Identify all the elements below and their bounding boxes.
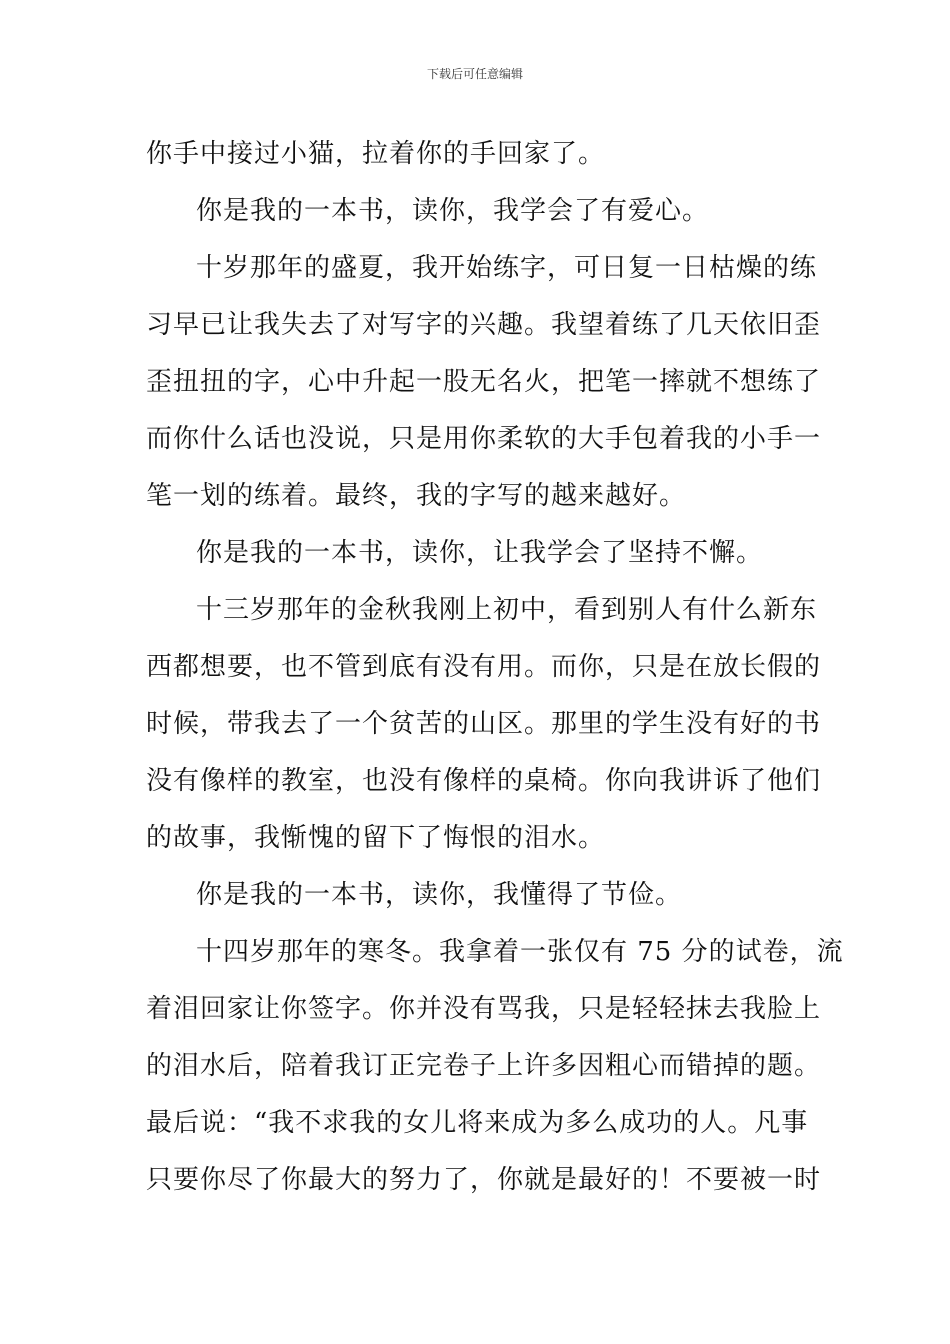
text-line: 时候，带我去了一个贫苦的山区。那里的学生没有好的书 <box>146 709 822 739</box>
text-line: 西都想要，也不管到底有没有用。而你，只是在放长假的 <box>146 652 822 682</box>
text-line: 而你什么话也没说，只是用你柔软的大手包着我的小手一 <box>146 424 822 454</box>
text-line: 十岁那年的盛夏，我开始练字，可日复一日枯燥的练 <box>196 253 818 283</box>
text-line: 你手中接过小猫，拉着你的手回家了。 <box>146 139 606 169</box>
document-body <box>146 126 844 1209</box>
text-line: 你是我的一本书，读你，让我学会了坚持不懈。 <box>196 538 764 568</box>
text-line: 只要你尽了你最大的努力了，你就是最好的！不要被一时 <box>146 1165 822 1195</box>
header-note: 下载后可任意编辑 <box>426 67 523 81</box>
text-line: 歪扭扭的字，心中升起一股无名火，把笔一摔就不想练了 <box>146 367 822 397</box>
text-line: 的故事，我惭愧的留下了悔恨的泪水。 <box>146 823 606 853</box>
text-line: 笔一划的练着。最终，我的字写的越来越好。 <box>146 481 687 511</box>
text-line: 十四岁那年的寒冬。我拿着一张仅有 75 分的试卷，流 <box>196 937 844 967</box>
text-line: 你是我的一本书，读你，我懂得了节俭。 <box>196 880 683 910</box>
text-line: 的泪水后，陪着我订正完卷子上许多因粗心而错掉的题。 <box>146 1051 822 1081</box>
text-line: 习早已让我失去了对写字的兴趣。我望着练了几天依旧歪 <box>146 310 822 340</box>
text-line: 最后说：“我不求我的女儿将来成为多么成功的人。凡事 <box>146 1108 809 1138</box>
text-line: 你是我的一本书，读你，我学会了有爱心。 <box>196 196 710 226</box>
text-line: 着泪回家让你签字。你并没有骂我，只是轻轻抹去我脸上 <box>146 994 822 1024</box>
page-header <box>0 66 950 82</box>
text-line: 没有像样的教室，也没有像样的桌椅。你向我讲诉了他们 <box>146 766 822 796</box>
text-line: 十三岁那年的金秋我刚上初中，看到别人有什么新东 <box>196 595 818 625</box>
